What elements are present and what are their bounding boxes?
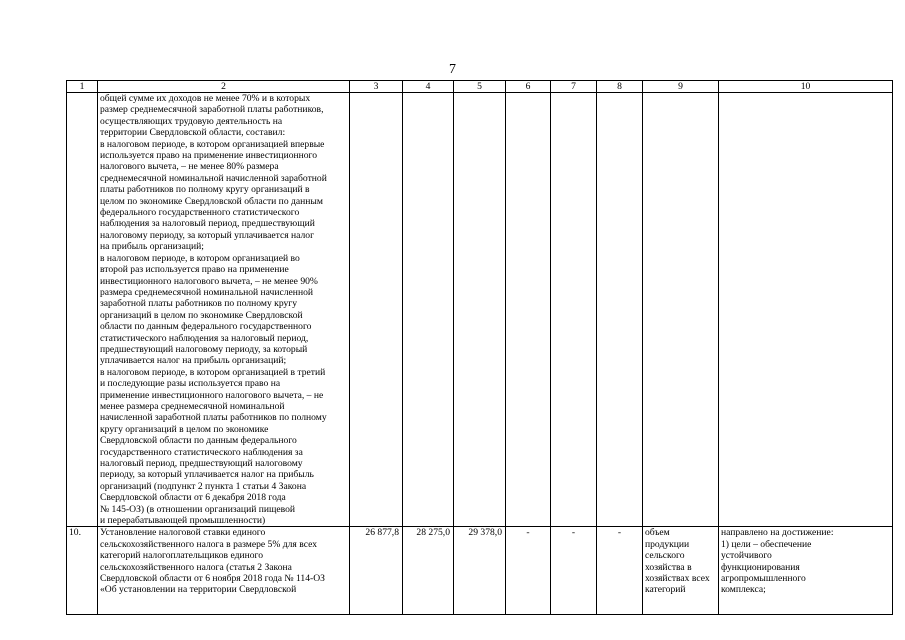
value-cell — [454, 93, 506, 527]
column-header: 10 — [719, 81, 893, 93]
value-cell — [597, 93, 643, 527]
column-header: 6 — [506, 81, 551, 93]
indicator-cell — [643, 93, 719, 527]
value-cell: 29 378,0 — [454, 527, 506, 615]
row-number-cell — [67, 93, 98, 527]
measure-description-cell: общей сумме их доходов не менее 70% и в которых размер среднемесячной заработной платы работников, осуществляющих трудовую деятельность на территории Свердловской области, составил: в налоговом периоде, в котором организацией впервые используется право на применение инвестиционного налогового вычета, – не менее 80% размера среднемесячной номинальной начисленной заработной платы работников по полному кругу организаций в целом по экономике Свердловской области по данным федерального государственного статистического наблюдения за налоговый период, предшествующий налоговому периоду, за который уплачивается налог на прибыль организаций; в налоговом периоде, в котором организацией во второй раз используется право на применение инвестиционного налогового вычета, – не менее 90% размера среднемесячной номинальной начисленной заработной платы работников по полному кругу организаций в целом по экономике Свердловской области по данным федерального государственного статистического наблюдения за налоговый период, предшествующий налоговому периоду, за который уплачивается налог на прибыль организаций; в налоговом периоде, в котором организацией в третий и последующие разы используется право на применение инвестиционного налогового вычета, – не менее размера среднемесячной номинальной начисленной заработной платы работников по полному кругу организаций в целом по экономике Свердловской области по данным федерального государственного статистического наблюдения за налоговый период, предшествующий налоговому периоду, за который уплачивается налог на прибыль организаций (подпункт 2 пункта 1 статьи 4 Закона Свердловской области от 6 декабря 2018 года № 145-ОЗ) (в отношении организаций пищевой и перерабатывающей промышленности) — [98, 93, 350, 527]
page-number: 7 — [449, 62, 456, 77]
column-header: 9 — [643, 81, 719, 93]
value-cell — [403, 93, 454, 527]
value-cell: 26 877,8 — [350, 527, 403, 615]
goal-cell — [719, 93, 893, 527]
column-header: 5 — [454, 81, 506, 93]
column-number-row — [67, 81, 893, 93]
indicator-cell: объем продукции сельского хозяйства в хозяйствах всех категорий — [643, 527, 719, 615]
value-cell — [350, 93, 403, 527]
column-header: 4 — [403, 81, 454, 93]
table-row — [67, 93, 893, 527]
value-cell: - — [597, 527, 643, 615]
value-cell — [506, 93, 551, 527]
measure-description-cell: Установление налоговой ставки единого сельскохозяйственного налога в размере 5% для всех категорий налогоплательщиков единого сельскохозяйственного налога (статья 2 Закона Свердловской области от 6 ноября 2018 года № 114-ОЗ «Об установлении на территории Свердловской — [98, 527, 350, 615]
column-header: 2 — [98, 81, 350, 93]
column-header: 7 — [551, 81, 597, 93]
goal-cell: направлено на достижение: 1) цели – обеспечение устойчивого функционирования агропромышленного комплекса; — [719, 527, 893, 615]
value-cell — [551, 93, 597, 527]
column-header: 8 — [597, 81, 643, 93]
value-cell: - — [551, 527, 597, 615]
row-number-cell: 10. — [67, 527, 98, 615]
tax-expenditure-table — [66, 80, 893, 615]
column-header: 3 — [350, 81, 403, 93]
table-row — [67, 527, 893, 615]
value-cell: - — [506, 527, 551, 615]
column-header: 1 — [67, 81, 98, 93]
value-cell: 28 275,0 — [403, 527, 454, 615]
